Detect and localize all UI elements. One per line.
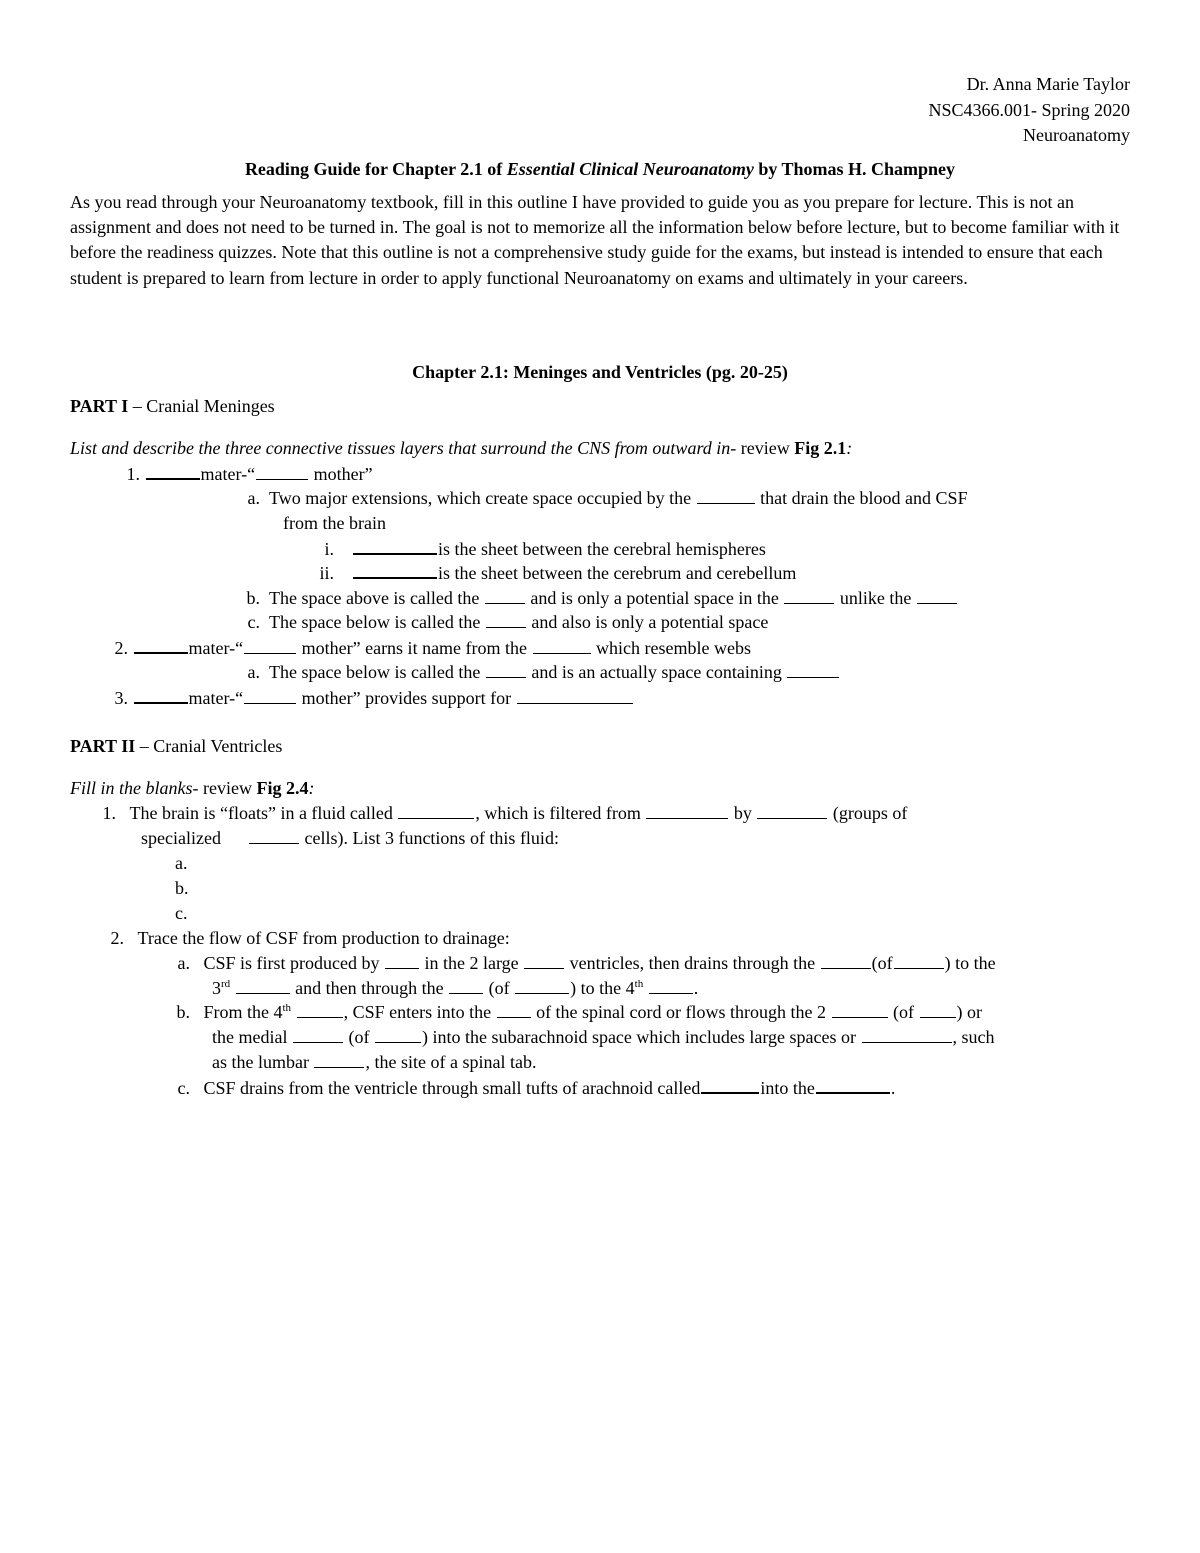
blank[interactable] — [244, 686, 296, 704]
blank[interactable] — [894, 951, 944, 969]
document-title: Reading Guide for Chapter 2.1 of Essential Clinical Neuroanatomy by Thomas H. Champney — [244, 159, 956, 179]
ventricles-item-1c: c. — [175, 903, 188, 923]
meninges-item-3: 3. mater-“ mother” provides support for — [70, 685, 634, 711]
meninges-item-1a-ii: ii. is the sheet between the cerebrum and cerebellum — [70, 560, 796, 586]
course-subject: Neuroanatomy — [1023, 125, 1130, 145]
header-block — [928, 72, 1130, 149]
chapter-heading: Chapter 2.1: Meninges and Ventricles (pg. 20-25) — [412, 362, 788, 382]
book-title: Essential Clinical Neuroanatomy — [506, 159, 754, 179]
part2-instructions: Fill in the blanks- review Fig 2.4: — [70, 778, 315, 798]
meninges-item-2: 2. mater-“ mother” earns it name from the which resemble webs — [70, 635, 751, 661]
blank[interactable] — [646, 801, 728, 819]
blank[interactable] — [297, 1000, 343, 1018]
ventricles-item-2b-cont: the medial (of ) into the subarachnoid space which includes large spaces or , such — [212, 1027, 995, 1047]
blank[interactable] — [697, 486, 755, 504]
meninges-item-1b: b. The space above is called the and is only a potential space in the unlike the — [70, 586, 958, 611]
ventricles-item-2b-cont2: as the lumbar , the site of a spinal tab. — [212, 1052, 537, 1072]
blank[interactable] — [917, 586, 957, 604]
author-name: Dr. Anna Marie Taylor — [966, 74, 1130, 94]
blank[interactable] — [862, 1025, 952, 1043]
blank[interactable] — [134, 685, 188, 704]
blank[interactable] — [832, 1000, 888, 1018]
blank[interactable] — [497, 1000, 531, 1018]
ventricles-item-1-cont: specialized cells). List 3 functions of this fluid: — [141, 828, 559, 848]
blank[interactable] — [757, 801, 827, 819]
blank[interactable] — [517, 686, 633, 704]
blank[interactable] — [256, 462, 308, 480]
meninges-item-1c: c. The space below is called the and also is only a potential space — [247, 612, 769, 632]
meninges-item-1a: a. Two major extensions, which create space occupied by the that drain the blood and CSF — [247, 488, 968, 508]
part1-heading: PART I – Cranial Meninges — [70, 396, 275, 416]
blank[interactable] — [146, 461, 200, 480]
blank[interactable] — [398, 801, 474, 819]
blank[interactable] — [701, 1075, 759, 1094]
blank[interactable] — [787, 660, 839, 678]
blank[interactable] — [486, 660, 526, 678]
blank[interactable] — [515, 976, 569, 994]
meninges-item-1a-cont: from the brain — [283, 513, 386, 533]
ventricles-item-2a-cont: 3rd and then through the (of ) to the 4th . — [212, 978, 699, 998]
blank[interactable] — [249, 826, 299, 844]
blank[interactable] — [533, 636, 591, 654]
blank[interactable] — [293, 1025, 343, 1043]
part2-heading: PART II – Cranial Ventricles — [70, 736, 283, 756]
blank[interactable] — [486, 610, 526, 628]
blank[interactable] — [236, 976, 290, 994]
blank[interactable] — [244, 636, 296, 654]
course-code: NSC4366.001- Spring 2020 — [928, 99, 1130, 120]
blank[interactable] — [920, 1000, 956, 1018]
blank[interactable] — [485, 586, 525, 604]
blank[interactable] — [449, 976, 483, 994]
ventricles-item-2a: a. CSF is first produced by in the 2 large ventricles, then drains through the (of ) to the — [177, 953, 996, 973]
ventricles-item-1a: a. — [175, 853, 188, 873]
meninges-item-2a: a. The space below is called the and is an actually space containing — [70, 660, 840, 685]
blank[interactable] — [816, 1075, 890, 1094]
intro-paragraph: As you read through your Neuroanatomy textbook, fill in this outline I have provided to guide you as you prepare for lecture. This is not an assignment and does not need to be turned in. The goal is not to memorize all the information below before lecture, but to become familiar with it before the readiness quizzes. Note that this outline is not a comprehensive study guide for the exams, but instead is intended to ensure that each student is prepared to learn from lecture in order to apply functional Neuroanatomy on exams and ultimately in your careers. — [70, 192, 1120, 288]
blank[interactable] — [784, 586, 834, 604]
blank[interactable] — [821, 951, 871, 969]
blank[interactable] — [353, 536, 437, 555]
blank[interactable] — [353, 560, 437, 579]
blank[interactable] — [524, 951, 564, 969]
ventricles-item-2b: b. From the 4th , CSF enters into the of the spinal cord or flows through the 2 (of ) or — [176, 1002, 983, 1022]
blank[interactable] — [134, 635, 188, 654]
part1-instructions: List and describe the three connective tissues layers that surround the CNS from outward in- review Fig 2.1: — [70, 438, 853, 458]
meninges-item-1a-i: i. is the sheet between the cerebral hemispheres — [70, 536, 766, 562]
ventricles-item-2c: c. CSF drains from the ventricle through small tufts of arachnoid called into the . — [70, 1075, 895, 1101]
ventricles-item-2: 2. Trace the flow of CSF from production to drainage: — [110, 928, 510, 948]
meninges-item-1: 1. mater-“ mother” — [70, 461, 373, 487]
blank[interactable] — [314, 1050, 364, 1068]
blank[interactable] — [649, 976, 693, 994]
ventricles-item-1b: b. — [175, 878, 189, 898]
blank[interactable] — [375, 1025, 421, 1043]
ventricles-item-1: 1. The brain is “floats” in a fluid called , which is filtered from by (groups of — [102, 803, 908, 823]
blank[interactable] — [385, 951, 419, 969]
